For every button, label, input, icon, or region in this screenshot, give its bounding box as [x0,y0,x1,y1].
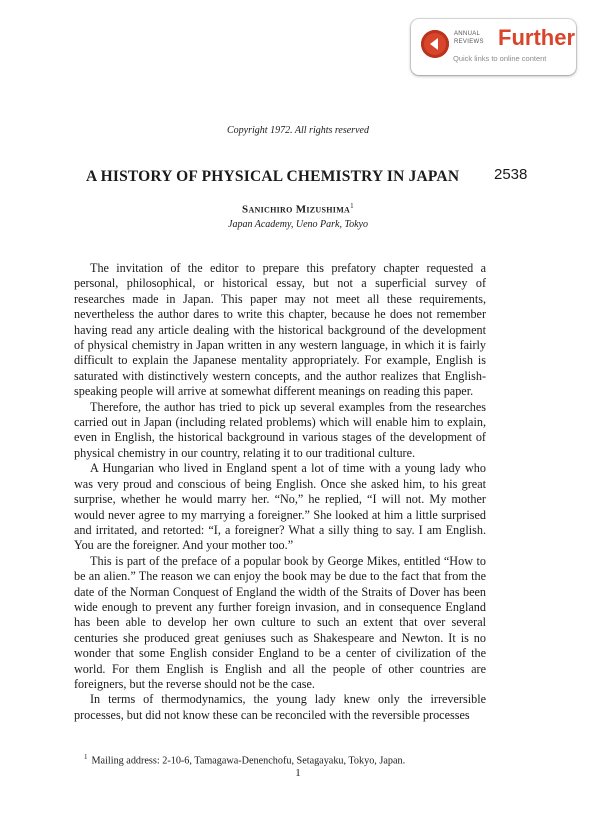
article-number: 2538 [494,166,528,183]
author-name [0,199,596,217]
quick-links-label: Quick links to online content [453,54,547,63]
paragraph: This is part of the preface of a popular book by George Mikes, entitled “How to be an alien.” The reason we can enjoy the book may be due to the fact that from the date of the Norman Conquest of England the width of the Straits of Dover has been wide enough to prevent any further foreign invasion, and in consequence England has been able to develop her own culture to such an extent that over several centuries she produced great geniuses such as Shakespeare and Newton. It is no wonder that some English consider England to be a center of civilization of the world. For them English is English and all the people of other countries are foreigners, but the reverse should not be the case. [74,553,486,691]
paragraph: Therefore, the author has tried to pick up several examples from the researches carried out in Japan (including related problems) which will enable him to explain, even in English, the historical background in various stages of the development of physical chemistry in our country, relating it to our traditional culture. [74,399,486,460]
paragraph: A Hungarian who lived in England spent a lot of time with a young lady who was very proud and conscious of being English. Once she asked him, to his great surprise, whether he would marry her. “No,” he replied, “I will not. My mother would never agree to my marrying a foreigner.” She looked at him a little surprised and irritated, and retorted: “I, a foreigner? What a silly thing to say. I am English. You are the foreigner. And your mother too.” [74,461,486,553]
paragraph: The invitation of the editor to prepare this prefatory chapter requested a personal, philosophical, or historical essay, but not a superficial survey of researches made in Japan. This paper may not meet all these requirements, nevertheless the author dares to write this chapter, because he does not remember having read any article dealing with the historical background of the development of physical chemistry in Japan written in any western language, in which it is fairly difficult to explain the Japanese mentality appropriately. For example, English is saturated with distinctively western concepts, and the author realizes that English-speaking people will arrive at somewhat different meanings on reading this paper. [74,261,486,399]
article-body [74,261,486,723]
author-name-text: Sanichiro Mizushima [242,203,351,216]
arrow-left-icon [421,30,449,58]
further-badge[interactable] [411,19,576,75]
author-affiliation: Japan Academy, Ueno Park, Tokyo [228,219,368,230]
footnote-marker: 1 [84,753,88,761]
page-number: 1 [295,767,301,779]
footnote-text: Mailing address: 2-10-6, Tamagawa-Denenchofu, Setagayaku, Tokyo, Japan. [91,755,406,767]
paragraph: In terms of thermodynamics, the young lady knew only the irreversible processes, but did not know these can be reconciled with the reversible processes [74,692,486,722]
annual-reviews-label: ANNUAL REVIEWS [454,31,484,45]
article-title: A HISTORY OF PHYSICAL CHEMISTRY IN JAPAN [86,168,460,185]
copyright-notice: Copyright 1972. All rights reserved [227,125,369,136]
further-label: Further [498,25,575,50]
author-footnote-marker: 1 [350,202,354,210]
footnote [84,751,504,767]
